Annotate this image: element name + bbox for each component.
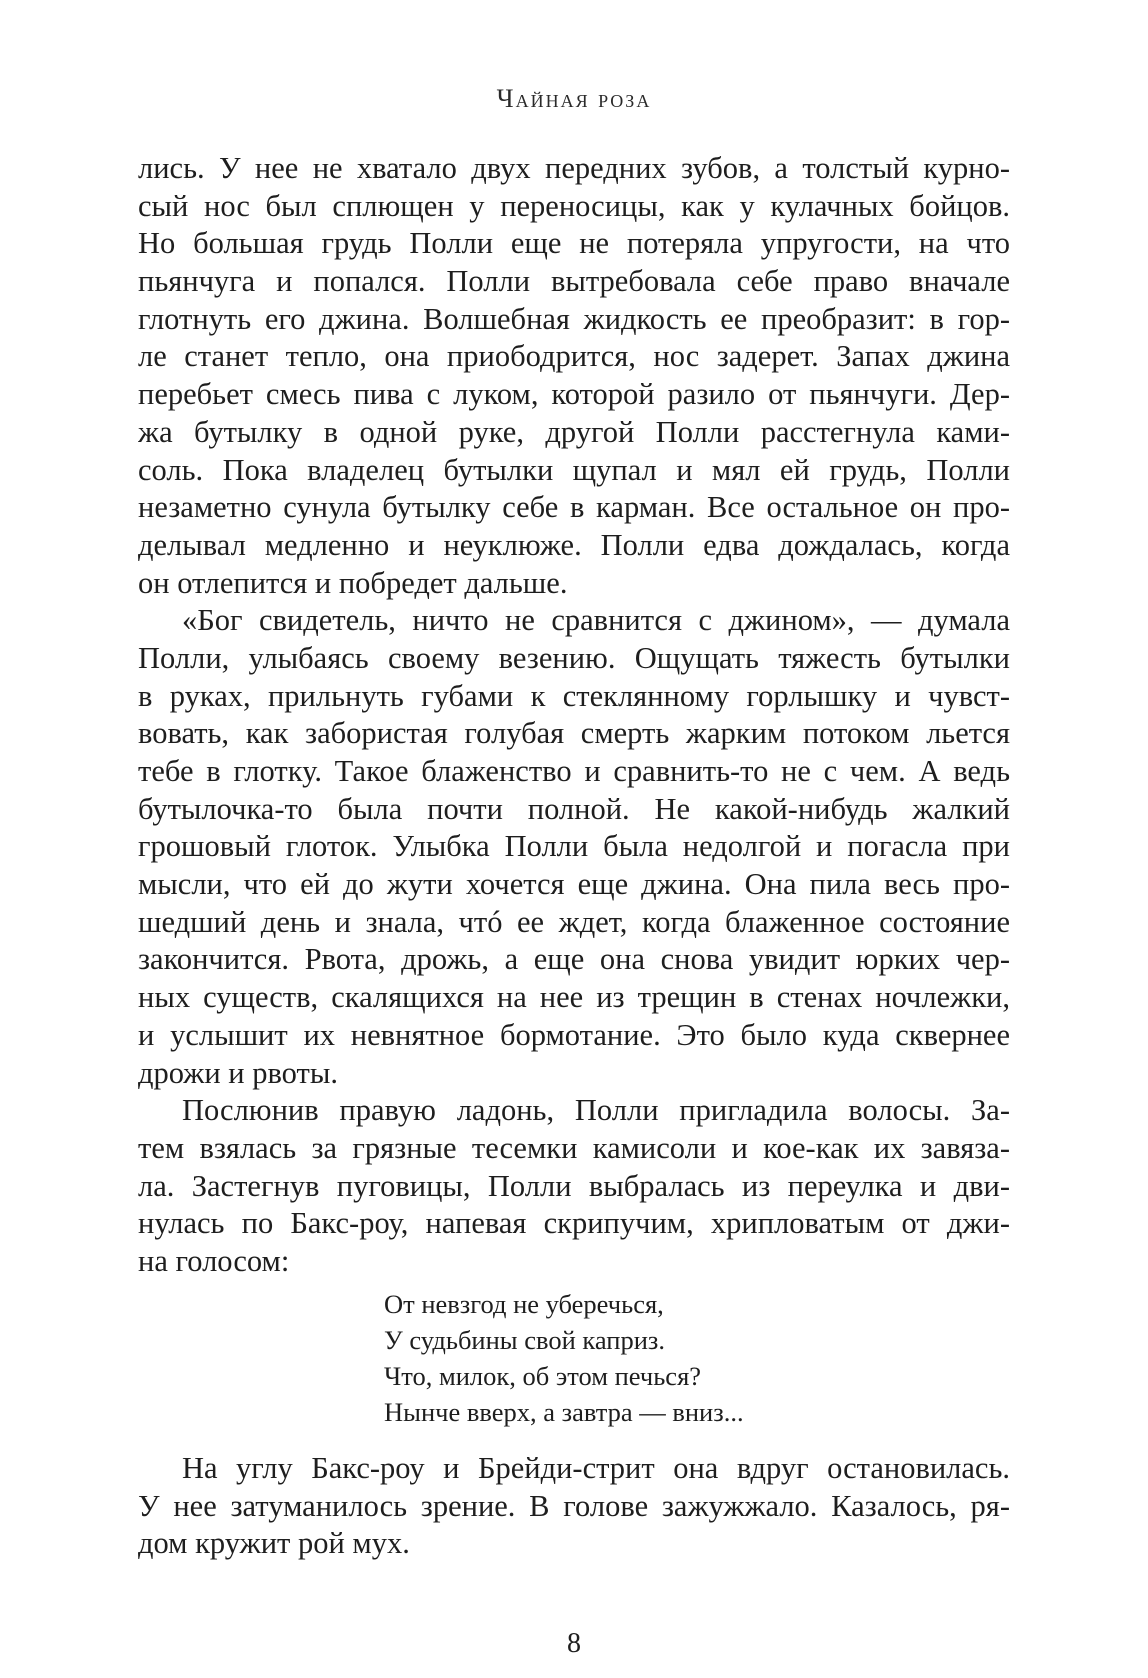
text-line: дрожи и рвоты. xyxy=(138,1055,338,1090)
text-line: Но большая грудь Полли еще не потеряла упругости, на что xyxy=(138,226,1010,261)
closing-paragraph xyxy=(138,1450,1010,1563)
text-line: пьянчуга и попался. Полли вытребовала себе право вначале xyxy=(138,264,1010,299)
text-line: перебьет смесь пива с луком, которой разило от пьянчуги. Дер- xyxy=(138,377,1010,412)
running-header: Чайная роза xyxy=(496,84,652,113)
text-line: в руках, прильнуть губами к стеклянному горлышку и чувст- xyxy=(138,678,1010,713)
text-line: дом кружит рой мух. xyxy=(138,1526,410,1561)
text-line: ле станет тепло, она приободрится, нос задерет. Запах джина xyxy=(138,339,1010,374)
text-line: На углу Бакс-роу и Брейди-стрит она вдруг остановилась. xyxy=(182,1451,1010,1485)
text-line: бутылочка-то была почти полной. Не какой-нибудь жалкий xyxy=(138,791,1010,826)
text-line: лись. У нее не хватало двух передних зубов, а толстый курно- xyxy=(138,151,1010,185)
text-line: и услышит их невнятное бормотание. Это было куда сквернее xyxy=(138,1017,1010,1052)
poem-line: Нынче вверх, а завтра — вниз... xyxy=(384,1397,744,1427)
poem-stanza xyxy=(384,1286,744,1430)
poem-line: У судьбины свой каприз. xyxy=(384,1325,665,1355)
text-line: глотнуть его джина. Волшебная жидкость ее преобразит: в гор- xyxy=(138,301,1010,336)
page-number: 8 xyxy=(567,1628,581,1659)
poem-line: Что, милок, об этом печься? xyxy=(384,1361,702,1391)
text-line: «Бог свидетель, ничто не сравнится с джином», — думала xyxy=(182,603,1010,638)
text-line: делывал медленно и неуклюже. Полли едва дождалась, когда xyxy=(138,527,1010,562)
text-line: мысли, что ей до жути хочется еще джина. Она пила весь про- xyxy=(138,867,1010,902)
text-line: ла. Застегнув пуговицы, Полли выбралась из переулка и дви- xyxy=(138,1168,1010,1203)
text-line: сый нос был сплющен у переносицы, как у кулачных бойцов. xyxy=(138,188,1010,223)
text-line: жа бутылку в одной руке, другой Полли расстегнула ками- xyxy=(138,414,1010,449)
text-line: Послюнив правую ладонь, Полли пригладила волосы. За- xyxy=(182,1093,1010,1128)
text-line: незаметно сунула бутылку себе в карман. Все остальное он про- xyxy=(138,490,1010,525)
text-line: грошовый глоток. Улыбка Полли была недолгой и погасла при xyxy=(138,829,1010,864)
text-line: он отлепится и побредет дальше. xyxy=(138,565,568,600)
text-line: тем взялась за грязные тесемки камисоли и кое-как их завяза- xyxy=(138,1130,1010,1165)
text-line: на голосом: xyxy=(138,1243,290,1278)
text-line: тебе в глотку. Такое блаженство и сравнить-то не с чем. А ведь xyxy=(138,754,1010,788)
body-text xyxy=(138,150,1010,1281)
text-line: ных существ, скалящихся на нее из трещин в стенах ночлежки, xyxy=(138,980,1010,1015)
text-line: шедший день и знала, чтó ее ждет, когда блаженное состояние xyxy=(138,904,1010,939)
text-line: соль. Пока владелец бутылки щупал и мял ей грудь, Полли xyxy=(138,452,1010,487)
text-line: Полли, улыбаясь своему везению. Ощущать тяжесть бутылки xyxy=(138,640,1010,675)
text-line: нулась по Бакс-роу, напевая скрипучим, хрипловатым от джи- xyxy=(138,1206,1010,1241)
text-line: вовать, как забористая голубая смерть жарким потоком льется xyxy=(138,716,1010,751)
text-line: У нее затуманилось зрение. В голове зажужжало. Казалось, ря- xyxy=(138,1488,1010,1523)
text-line: закончится. Рвота, дрожь, а еще она снова увидит юрких чер- xyxy=(138,942,1010,977)
poem-line: От невзгод не уберечься, xyxy=(384,1289,664,1319)
